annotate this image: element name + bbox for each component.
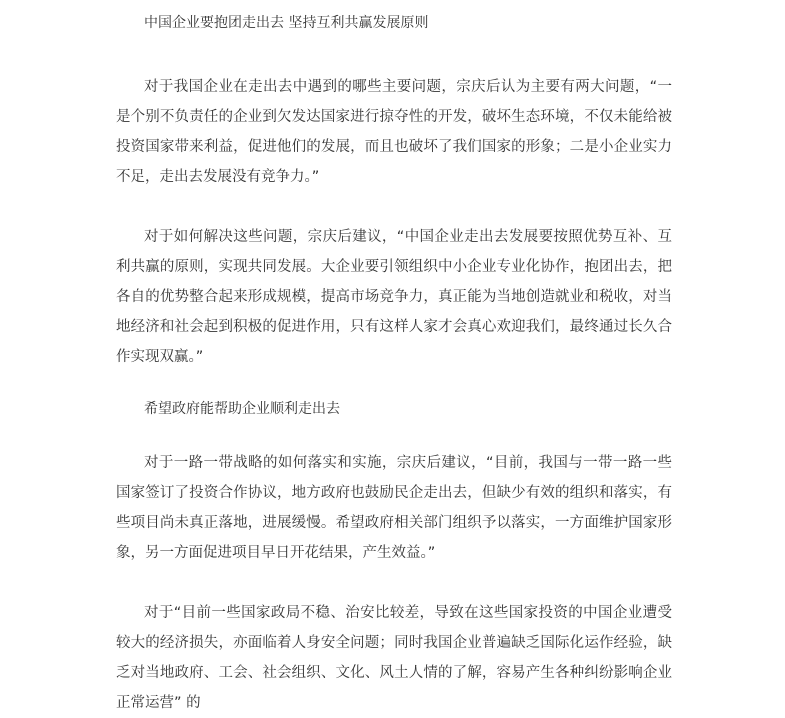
section-heading: 中国企业要抱团走出去 坚持互利共赢发展原则 — [144, 15, 429, 31]
paragraph: 对于我国企业在走出去中遇到的哪些主要问题，宗庆后认为主要有两大问题，“一是个别不负责任的企业到欠发达国家进行掠夺性的开发，破坏生态环境，不仅未能给被投资国家带来利益，促进他们的发展，而且也破坏了我们国家的形象；二是小企业实力不足，走出去发展没有竞争力。” — [116, 79, 672, 185]
paragraph: 对于如何解决这些问题，宗庆后建议，“中国企业走出去发展要按照优势互补、互利共赢的原则，实现共同发展。大企业要引领组织中小企业专业化协作，抱团出去，把各自的优势整合起来形成规模，提高市场竞争力，真正能为当地创造就业和税收，对当地经济和社会起到积极的促进作用，只有这样人家才会真心欢迎我们，最终通过长久合作实现双赢。” — [116, 229, 672, 365]
paragraph: 对于“目前一些国家政局不稳、治安比较差，导致在这些国家投资的中国企业遭受较大的经济损失，亦面临着人身安全问题；同时我国企业普遍缺乏国际化运作经验，缺乏对当地政府、工会、社会组织、文化、风土人情的了解，容易产生各种纠纷影响企业正常运营” 的 — [116, 605, 672, 711]
section-heading: 希望政府能帮助企业顺利走出去 — [144, 401, 340, 417]
article-body — [116, 0, 672, 718]
paragraph: 对于一路一带战略的如何落实和实施，宗庆后建议，“目前，我国与一带一路一些国家签订了投资合作协议，地方政府也鼓励民企走出去，但缺少有效的组织和落实，有些项目尚未真正落地，进展缓慢。希望政府相关部门组织予以落实，一方面维护国家形象，另一方面促进项目早日开花结果，产生效益。” — [116, 455, 672, 561]
